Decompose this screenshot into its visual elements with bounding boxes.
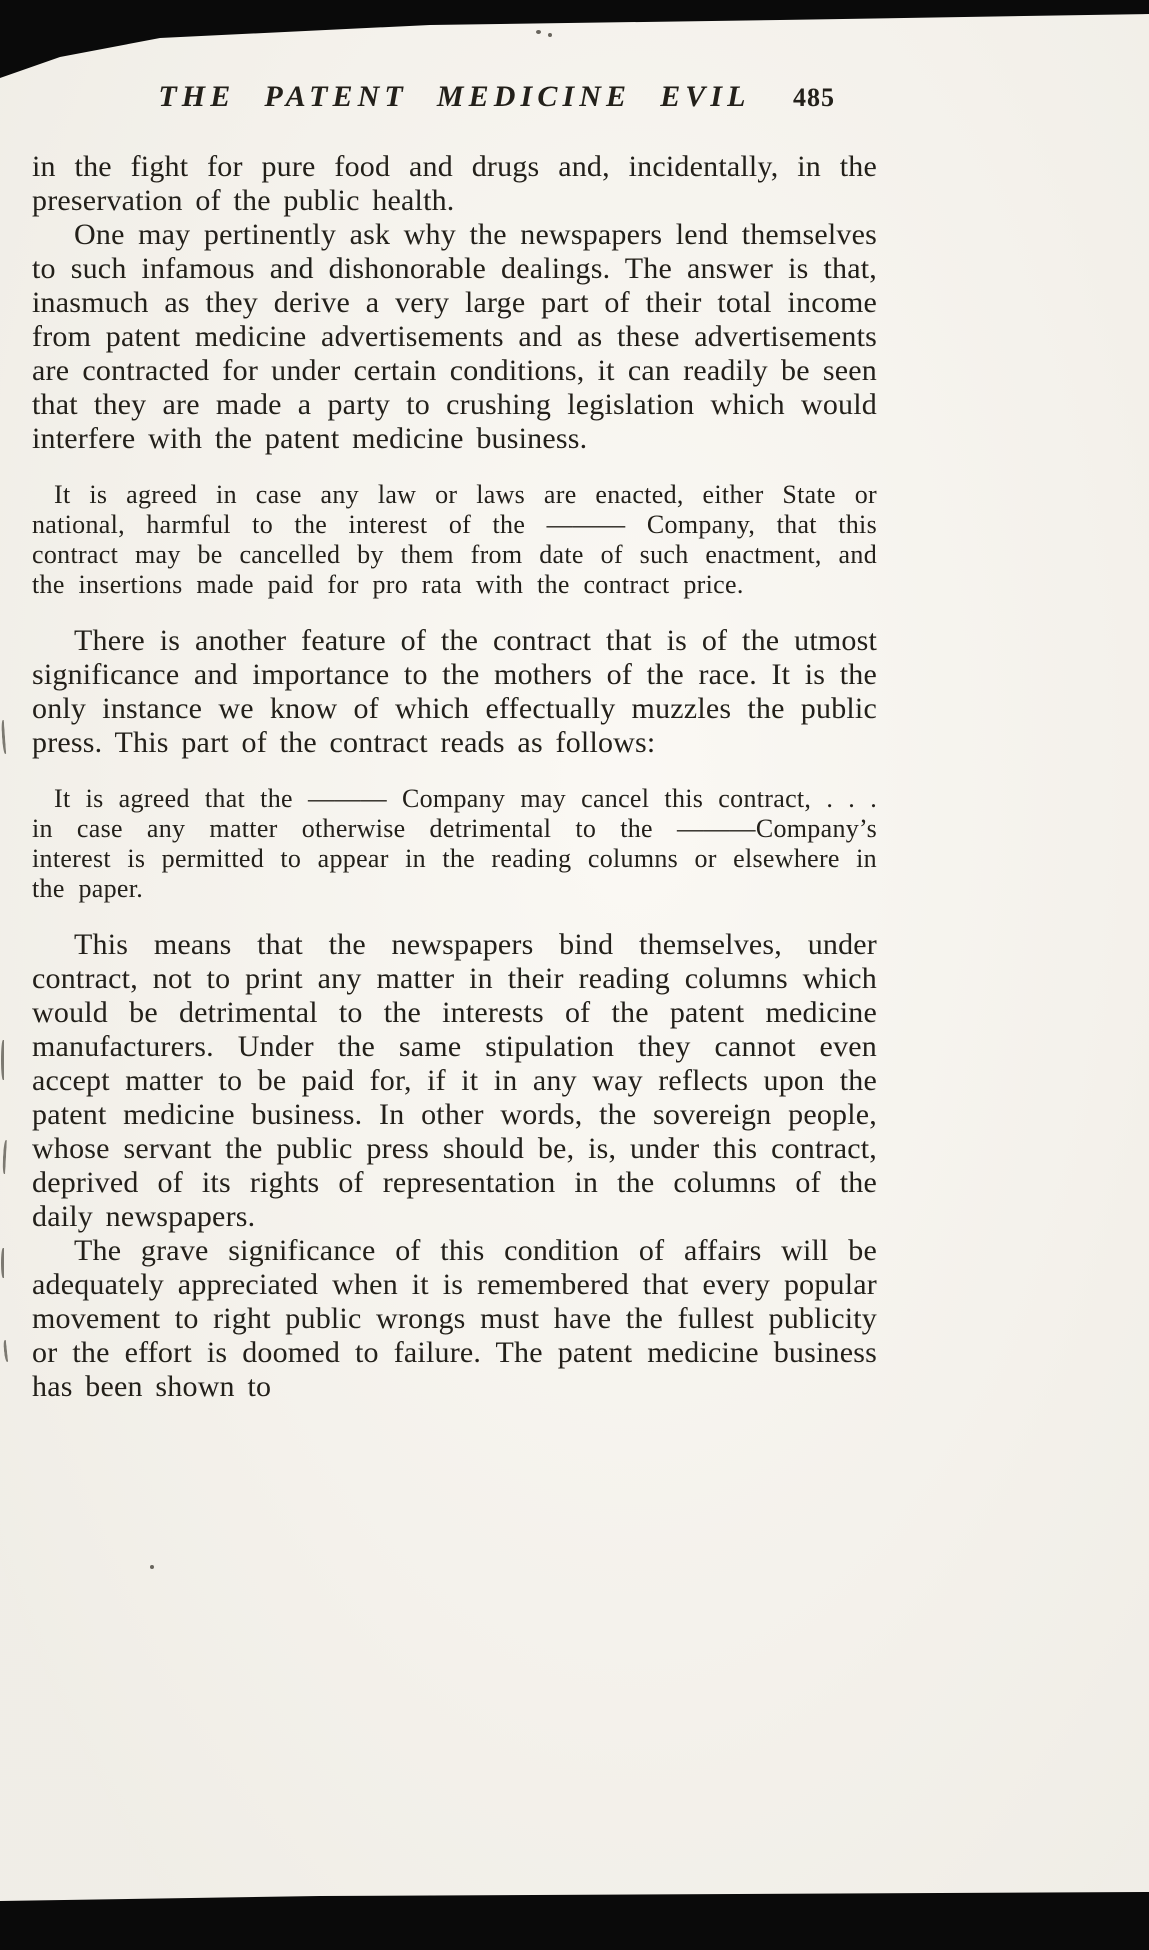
page-number: 485: [793, 83, 835, 112]
contract-quote: It is agreed in case any law or laws are enacted, either State or national, harmful to the interest of the ——— Company, that this contract may be cancelled by them from date of such enactment, and the insertions made paid for pro rata with the contract price.: [32, 480, 877, 599]
contract-quote: It is agreed that the ——— Company may cancel this contract, . . . in case any matter otherwise detrimental to the ———Company’s interest is permitted to appear in the reading columns or elsewhere in the paper.: [32, 784, 877, 903]
paragraph: The grave significance of this condition of affairs will be adequately appreciated when it is remembered that every popular movement to right public wrongs must have the fullest publicity or the effort is doomed to failure. The patent medicine business has been shown to: [32, 1234, 877, 1403]
paragraph: in the fight for pure food and drugs and, incidentally, in the preservation of the public health.: [32, 150, 877, 217]
scan-artifact: [1, 1248, 5, 1278]
paragraph: There is another feature of the contract that is of the utmost significance and importance to the mothers of the race. It is the only instance we know of which effectually muzzles the public press. This part of the contract reads as follows:: [32, 624, 877, 759]
scan-artifact: [1, 1040, 5, 1080]
scan-artifact: [2, 1140, 8, 1174]
scan-artifact: [3, 1340, 9, 1362]
scan-edge-top: [0, 0, 1149, 82]
paragraph: One may pertinently ask why the newspapers lend themselves to such infamous and dishonorable dealings. The answer is that, inasmuch as they derive a very large part of their total income from patent medicine advertisements and as these advertisements are contracted for under certain conditions, it can readily be seen that they are made a party to crushing legislation which would interfere with the patent medicine business.: [32, 218, 877, 455]
text-column: [32, 150, 877, 1404]
scan-artifact: [1, 720, 7, 754]
scan-speck: [536, 30, 541, 34]
scan-edge-bottom: [0, 1892, 1149, 1950]
page-header-title: THE PATENT MEDICINE EVIL: [158, 80, 751, 113]
paragraph: This means that the newspapers bind themselves, under contract, not to print any matter in their reading columns which would be detrimental to the interests of the patent medicine manufacturers. Under the same stipulation they cannot even accept matter to be paid for, if it in any way reflects upon the patent medicine business. In other words, the sovereign people, whose servant the public press should be, is, under this contract, deprived of its rights of representation in the columns of the daily newspapers.: [32, 928, 877, 1233]
running-header: [32, 80, 877, 124]
scan-speck: [548, 33, 552, 37]
scan-speck: [150, 1565, 154, 1569]
